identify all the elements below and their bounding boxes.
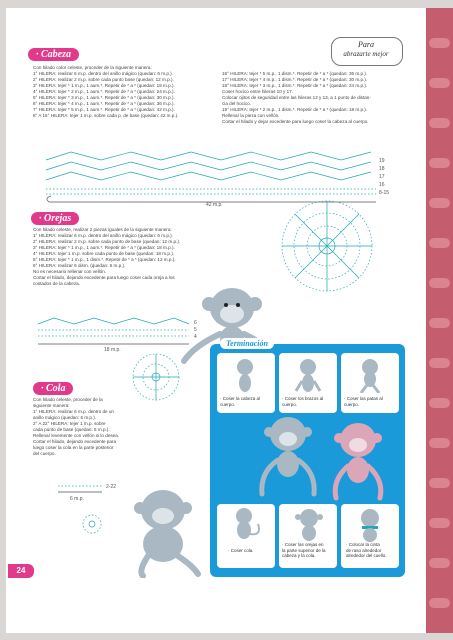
text-line: Con hilado celeste, proceder de la: [33, 397, 103, 402]
step-caption: · Coser cola.: [228, 548, 254, 553]
text-line: Colocar ojitos de seguridad entre las hileras 12 y 13, a 1 punto de distan-: [222, 95, 371, 100]
step-photo-legs: [355, 357, 385, 393]
width-label: 42 m.p.: [206, 202, 223, 208]
monkey-photo-pink-finished: [320, 418, 396, 504]
text-line: anillo mágico (quedan: 6 m.p.).: [33, 415, 97, 420]
text-line: 8° A 15° HILERA: tejer 1 m.p. sobre cada p. de base (quedan: 42 m.p.).: [33, 113, 179, 118]
text-line: Rellenar levemente con vellón si lo desea.: [33, 433, 120, 438]
step-caption: · Coser la cabeza al cuerpo.: [220, 396, 261, 407]
text-line: 17° HILERA: tejer * 4 m.p., 1 dism.*. Repetir de * a * (quedan: 30 m.p.).: [222, 77, 368, 82]
row-label: 17: [379, 174, 385, 180]
text-line: 2° HILERA: realizar 2 m.p. sobre cada punto base (quedan: 12 m.p.).: [33, 77, 174, 82]
badge-line-1: Para: [358, 40, 374, 49]
width-label: 18 m.p.: [104, 347, 121, 353]
text-line: No es necesario rellenar con vellón.: [33, 269, 107, 274]
stitch-row-18: [46, 162, 371, 170]
text-line: siguiente manera:: [33, 403, 70, 408]
stitch-row-17: [46, 172, 371, 180]
pattern-page: [6, 8, 426, 633]
monkey-photo-sitting: [118, 486, 208, 578]
step-caption: · Colocar la cinta de raso alrededor alrededor del cuello.: [346, 542, 387, 558]
text-line: del cuerpo.: [33, 451, 56, 456]
text-line: Rellenar la pieza con vellón.: [222, 113, 280, 118]
monkey-photo-blue-finished: [250, 412, 326, 502]
width-label: 6 m.p.: [70, 496, 84, 502]
step-photo-tail: [228, 506, 264, 542]
tail-round-diagram: [78, 513, 106, 535]
row-label: 16: [379, 182, 385, 188]
text-line: Con hilado color celeste, proceder de la siguiente manera:: [33, 65, 152, 70]
row-label: 5: [194, 327, 197, 333]
text-line: Con hilado celeste, realizar 2 piezas iguales de la siguiente manera:: [33, 227, 172, 232]
step-caption: · Coser las patas al cuerpo.: [344, 396, 383, 407]
row-label: 4: [194, 334, 197, 340]
text-line: cada punto de base (quedan: 6 m.p.).: [33, 427, 110, 432]
text-line: 6° HILERA: tejer * 4 m.p., 1 aum.*. Repetir de * a * (quedan: 36 m.p.).: [33, 101, 175, 106]
text-line: cia del hocico.: [222, 101, 252, 106]
step-photo-arms: [293, 357, 323, 393]
text-line: 2° A 22° HILERA: tejer 1 m.p. sobre: [33, 421, 106, 426]
step-photo-ears: [289, 506, 329, 544]
text-line: 6° HILERA: realizar 6 dism. (quedan: 6 m.p.).: [33, 263, 126, 268]
section-title-cola: · Cola: [33, 382, 73, 395]
section-title-cabeza: · Cabeza: [28, 48, 79, 61]
terminacion-title: Terminación: [220, 338, 274, 349]
text-line: 2° HILERA: realizar 2 m.p. sobre cada punto de base (quedan: 12 m.p.).: [33, 239, 181, 244]
row-label: 2-22: [106, 484, 117, 490]
row-label: 8-15: [379, 190, 390, 196]
text-line: Coser hocico entre hileras 10 y 17.: [222, 89, 293, 94]
text-line: 5° HILERA: tejer * 3 m.p., 1 aum.*. Repetir de * a * (quedan: 30 m.p.).: [33, 95, 175, 100]
row-label: 18: [379, 166, 385, 172]
row-label: 19: [379, 158, 385, 164]
stitch-row-19: [46, 152, 371, 160]
text-line: 1° HILERA: realizar 6 m.p. dentro de un: [33, 409, 114, 414]
text-line: 18° HILERA: tejer * 3 m.p., 1 dism.*. Repetir de * a * (quedan: 24 m.p.).: [222, 83, 368, 88]
text-line: Cortar el hilado y dejar excedente para luego coser la cabeza al cuerpo.: [222, 119, 369, 124]
text-line: Cortar el hilado, dejando excedente para: [33, 439, 116, 444]
text-line: 1° HILERA: realizar 6 m.p. dentro del anillo mágico (quedan: 6 m.p.).: [33, 233, 173, 238]
text-line: 16° HILERA: tejer * 5 m.p., 1 dism.*. Repetir de * a * (quedan: 36 m.p.).: [222, 71, 368, 76]
section-title-orejas: · Orejas: [31, 212, 79, 225]
text-line: costados de la cabeza.: [33, 281, 80, 286]
step-caption: · Coser los brazos al cuerpo.: [282, 396, 324, 407]
text-line: 1° HILERA: realizar 6 m.p. dentro del anillo mágico (quedan: 6 m.p.).: [33, 71, 173, 76]
text-line: 19° HILERA: tejer * 2 m.p., 1 dism.*. Repetir de * a * (quedan: 18 m.p.).: [222, 107, 368, 112]
row-label: 6: [194, 320, 197, 326]
page-number: 24: [8, 564, 34, 578]
text-line: Cortar el hilado, dejando excedente para luego coser cada oreja a los: [33, 275, 175, 280]
spine-knit-texture: [426, 8, 453, 633]
text-line: 4° HILERA: tejer * 2 m.p., 1 aum.*. Repetir de * a * (quedan: 24 m.p.).: [33, 89, 175, 94]
text-line: luego coser la cola en la parte posterior: [33, 445, 114, 450]
step-caption: · Coser las orejas en la parte superior de la cabeza y la cola.: [282, 542, 326, 558]
step-photo-head: [230, 357, 260, 393]
text-line: 7° HILERA: tejer * 5 m.p., 1 aum.*. Repetir de * a * (quedan: 42 m.p.).: [33, 107, 175, 112]
text-line: 3° HILERA: tejer * 1 m.p., 1 aum.*. Repetir de * a * (quedan: 18 m.p.).: [33, 245, 175, 250]
text-line: 3° HILERA: tejer * 1 m.p., 1 aum.*. Repetir de * a * (quedan: 18 m.p.).: [33, 83, 175, 88]
badge-line-2: abrazarte mejor: [343, 50, 389, 58]
step-photo-ribbon: [350, 506, 390, 544]
text-line: 5° HILERA: tejer * 1 m.p., 1 dism.*. Repetir de * a * (quedan: 12 m.p.).: [33, 257, 176, 262]
text-line: 4° HILERA: tejer 1 m.p. sobre cada punto de base (quedan: 18 m.p.).: [33, 251, 175, 256]
